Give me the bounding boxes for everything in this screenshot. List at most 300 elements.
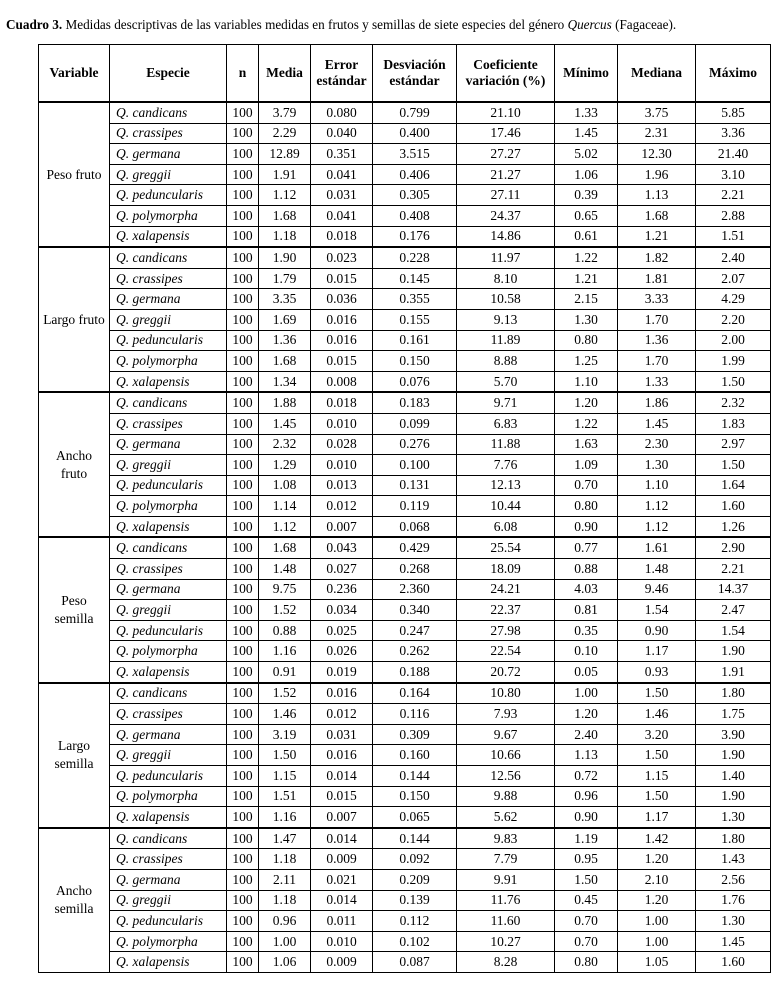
coeficiente-variacion-cell: 17.46: [457, 123, 555, 144]
maximo-cell: 2.90: [696, 537, 771, 558]
minimo-cell: 0.80: [555, 496, 618, 517]
n-cell: 100: [227, 123, 259, 144]
table-body: [39, 102, 771, 972]
mediana-cell: 1.30: [618, 455, 696, 476]
coeficiente-variacion-cell: 11.88: [457, 434, 555, 455]
media-cell: 1.12: [259, 185, 311, 206]
minimo-cell: 0.65: [555, 205, 618, 226]
maximo-cell: 1.45: [696, 931, 771, 952]
error-estandar-cell: 0.014: [311, 766, 373, 787]
error-estandar-cell: 0.351: [311, 144, 373, 165]
n-cell: 100: [227, 600, 259, 621]
coeficiente-variacion-cell: 22.37: [457, 600, 555, 621]
coeficiente-variacion-cell: 21.10: [457, 102, 555, 123]
maximo-cell: 1.30: [696, 911, 771, 932]
n-cell: 100: [227, 268, 259, 289]
desviacion-estandar-cell: 0.799: [373, 102, 457, 123]
maximo-cell: 1.40: [696, 766, 771, 787]
minimo-cell: 1.33: [555, 102, 618, 123]
table-row: [39, 268, 771, 289]
minimo-cell: 0.61: [555, 226, 618, 247]
minimo-cell: 2.15: [555, 289, 618, 310]
variable-cell: Peso fruto: [39, 102, 110, 247]
minimo-cell: 1.21: [555, 268, 618, 289]
especie-cell: Q. greggii: [110, 745, 227, 766]
maximo-cell: 1.91: [696, 662, 771, 683]
error-estandar-cell: 0.012: [311, 704, 373, 725]
n-cell: 100: [227, 683, 259, 704]
mediana-cell: 1.12: [618, 516, 696, 537]
media-cell: 3.79: [259, 102, 311, 123]
coeficiente-variacion-cell: 9.88: [457, 786, 555, 807]
minimo-cell: 1.20: [555, 392, 618, 413]
table-row: [39, 226, 771, 247]
n-cell: 100: [227, 641, 259, 662]
header-maximo: Máximo: [696, 45, 771, 103]
media-cell: 1.48: [259, 559, 311, 580]
desviacion-estandar-cell: 0.155: [373, 309, 457, 330]
header-coeficiente-variacion: Coeficiente variación (%): [457, 45, 555, 103]
error-estandar-cell: 0.009: [311, 952, 373, 973]
especie-cell: Q. crassipes: [110, 849, 227, 870]
especie-cell: Q. polymorpha: [110, 496, 227, 517]
table-row: [39, 185, 771, 206]
coeficiente-variacion-cell: 7.79: [457, 849, 555, 870]
especie-cell: Q. polymorpha: [110, 205, 227, 226]
media-cell: 1.18: [259, 849, 311, 870]
especie-cell: Q. candicans: [110, 247, 227, 268]
header-row: [39, 45, 771, 103]
media-cell: 1.69: [259, 309, 311, 330]
coeficiente-variacion-cell: 9.67: [457, 724, 555, 745]
especie-cell: Q. crassipes: [110, 559, 227, 580]
media-cell: 12.89: [259, 144, 311, 165]
minimo-cell: 1.09: [555, 455, 618, 476]
error-estandar-cell: 0.021: [311, 869, 373, 890]
media-cell: 1.91: [259, 164, 311, 185]
n-cell: 100: [227, 164, 259, 185]
maximo-cell: 2.21: [696, 559, 771, 580]
table-row: [39, 205, 771, 226]
desviacion-estandar-cell: 0.309: [373, 724, 457, 745]
header-n: n: [227, 45, 259, 103]
media-cell: 1.18: [259, 890, 311, 911]
variable-cell: Ancho semilla: [39, 828, 110, 973]
maximo-cell: 1.90: [696, 745, 771, 766]
coeficiente-variacion-cell: 5.70: [457, 371, 555, 392]
especie-cell: Q. peduncularis: [110, 475, 227, 496]
media-cell: 1.06: [259, 952, 311, 973]
error-estandar-cell: 0.007: [311, 807, 373, 828]
media-cell: 1.36: [259, 330, 311, 351]
minimo-cell: 1.63: [555, 434, 618, 455]
desviacion-estandar-cell: 0.099: [373, 413, 457, 434]
minimo-cell: 1.50: [555, 869, 618, 890]
media-cell: 1.90: [259, 247, 311, 268]
especie-cell: Q. peduncularis: [110, 620, 227, 641]
error-estandar-cell: 0.015: [311, 786, 373, 807]
table-row: [39, 351, 771, 372]
table-row: [39, 869, 771, 890]
media-cell: 1.29: [259, 455, 311, 476]
table-row: [39, 911, 771, 932]
error-estandar-cell: 0.014: [311, 890, 373, 911]
coeficiente-variacion-cell: 25.54: [457, 537, 555, 558]
maximo-cell: 1.51: [696, 226, 771, 247]
mediana-cell: 1.54: [618, 600, 696, 621]
media-cell: 1.00: [259, 931, 311, 952]
desviacion-estandar-cell: 0.262: [373, 641, 457, 662]
especie-cell: Q. peduncularis: [110, 766, 227, 787]
error-estandar-cell: 0.019: [311, 662, 373, 683]
coeficiente-variacion-cell: 9.83: [457, 828, 555, 849]
minimo-cell: 1.45: [555, 123, 618, 144]
media-cell: 3.19: [259, 724, 311, 745]
error-estandar-cell: 0.010: [311, 931, 373, 952]
maximo-cell: 2.88: [696, 205, 771, 226]
maximo-cell: 4.29: [696, 289, 771, 310]
mediana-cell: 0.93: [618, 662, 696, 683]
table-row: [39, 455, 771, 476]
especie-cell: Q. xalapensis: [110, 371, 227, 392]
minimo-cell: 4.03: [555, 579, 618, 600]
coeficiente-variacion-cell: 6.08: [457, 516, 555, 537]
mediana-cell: 1.10: [618, 475, 696, 496]
error-estandar-cell: 0.014: [311, 828, 373, 849]
mediana-cell: 1.00: [618, 931, 696, 952]
coeficiente-variacion-cell: 5.62: [457, 807, 555, 828]
mediana-cell: 2.10: [618, 869, 696, 890]
error-estandar-cell: 0.016: [311, 683, 373, 704]
especie-cell: Q. crassipes: [110, 413, 227, 434]
mediana-cell: 1.33: [618, 371, 696, 392]
maximo-cell: 1.43: [696, 849, 771, 870]
maximo-cell: 1.99: [696, 351, 771, 372]
mediana-cell: 9.46: [618, 579, 696, 600]
header-mediana: Mediana: [618, 45, 696, 103]
n-cell: 100: [227, 351, 259, 372]
maximo-cell: 1.50: [696, 371, 771, 392]
caption-genus: Quercus: [567, 17, 612, 32]
especie-cell: Q. polymorpha: [110, 786, 227, 807]
coeficiente-variacion-cell: 9.13: [457, 309, 555, 330]
especie-cell: Q. greggii: [110, 600, 227, 621]
n-cell: 100: [227, 185, 259, 206]
especie-cell: Q. candicans: [110, 102, 227, 123]
n-cell: 100: [227, 849, 259, 870]
desviacion-estandar-cell: 0.188: [373, 662, 457, 683]
mediana-cell: 1.17: [618, 641, 696, 662]
error-estandar-cell: 0.015: [311, 268, 373, 289]
mediana-cell: 1.42: [618, 828, 696, 849]
error-estandar-cell: 0.028: [311, 434, 373, 455]
maximo-cell: 3.90: [696, 724, 771, 745]
desviacion-estandar-cell: 0.183: [373, 392, 457, 413]
media-cell: 0.96: [259, 911, 311, 932]
n-cell: 100: [227, 745, 259, 766]
desviacion-estandar-cell: 0.145: [373, 268, 457, 289]
coeficiente-variacion-cell: 27.27: [457, 144, 555, 165]
media-cell: 2.32: [259, 434, 311, 455]
media-cell: 1.47: [259, 828, 311, 849]
coeficiente-variacion-cell: 21.27: [457, 164, 555, 185]
mediana-cell: 1.96: [618, 164, 696, 185]
minimo-cell: 5.02: [555, 144, 618, 165]
table-row: [39, 600, 771, 621]
n-cell: 100: [227, 559, 259, 580]
media-cell: 1.45: [259, 413, 311, 434]
table-row: [39, 579, 771, 600]
especie-cell: Q. xalapensis: [110, 662, 227, 683]
caption-text: Medidas descriptivas de las variables medidas en frutos y semillas de siete especies del género: [62, 17, 568, 32]
maximo-cell: 2.32: [696, 392, 771, 413]
n-cell: 100: [227, 579, 259, 600]
table-row: [39, 102, 771, 123]
n-cell: 100: [227, 952, 259, 973]
n-cell: 100: [227, 890, 259, 911]
n-cell: 100: [227, 704, 259, 725]
maximo-cell: 2.47: [696, 600, 771, 621]
minimo-cell: 1.10: [555, 371, 618, 392]
mediana-cell: 1.70: [618, 309, 696, 330]
desviacion-estandar-cell: 0.305: [373, 185, 457, 206]
error-estandar-cell: 0.031: [311, 724, 373, 745]
n-cell: 100: [227, 807, 259, 828]
table-row: [39, 289, 771, 310]
table-row: [39, 931, 771, 952]
especie-cell: Q. peduncularis: [110, 330, 227, 351]
especie-cell: Q. peduncularis: [110, 911, 227, 932]
coeficiente-variacion-cell: 22.54: [457, 641, 555, 662]
mediana-cell: 3.75: [618, 102, 696, 123]
especie-cell: Q. xalapensis: [110, 226, 227, 247]
maximo-cell: 2.07: [696, 268, 771, 289]
error-estandar-cell: 0.013: [311, 475, 373, 496]
minimo-cell: 0.88: [555, 559, 618, 580]
descriptive-stats-table: [38, 44, 771, 973]
mediana-cell: 2.31: [618, 123, 696, 144]
mediana-cell: 1.81: [618, 268, 696, 289]
minimo-cell: 0.96: [555, 786, 618, 807]
coeficiente-variacion-cell: 9.91: [457, 869, 555, 890]
variable-cell: Largo fruto: [39, 247, 110, 392]
error-estandar-cell: 0.036: [311, 289, 373, 310]
variable-cell: Ancho fruto: [39, 392, 110, 537]
error-estandar-cell: 0.008: [311, 371, 373, 392]
minimo-cell: 0.95: [555, 849, 618, 870]
n-cell: 100: [227, 392, 259, 413]
desviacion-estandar-cell: 0.429: [373, 537, 457, 558]
coeficiente-variacion-cell: 8.10: [457, 268, 555, 289]
maximo-cell: 1.75: [696, 704, 771, 725]
desviacion-estandar-cell: 0.340: [373, 600, 457, 621]
media-cell: 1.18: [259, 226, 311, 247]
maximo-cell: 1.64: [696, 475, 771, 496]
desviacion-estandar-cell: 0.161: [373, 330, 457, 351]
table-row: [39, 683, 771, 704]
minimo-cell: 0.70: [555, 911, 618, 932]
desviacion-estandar-cell: 0.150: [373, 351, 457, 372]
mediana-cell: 12.30: [618, 144, 696, 165]
n-cell: 100: [227, 828, 259, 849]
n-cell: 100: [227, 786, 259, 807]
desviacion-estandar-cell: 0.102: [373, 931, 457, 952]
maximo-cell: 1.60: [696, 496, 771, 517]
coeficiente-variacion-cell: 27.98: [457, 620, 555, 641]
table-row: [39, 516, 771, 537]
coeficiente-variacion-cell: 24.37: [457, 205, 555, 226]
mediana-cell: 1.50: [618, 745, 696, 766]
table-row: [39, 164, 771, 185]
mediana-cell: 1.20: [618, 849, 696, 870]
n-cell: 100: [227, 931, 259, 952]
maximo-cell: 2.40: [696, 247, 771, 268]
desviacion-estandar-cell: 0.160: [373, 745, 457, 766]
media-cell: 1.16: [259, 641, 311, 662]
especie-cell: Q. crassipes: [110, 704, 227, 725]
error-estandar-cell: 0.016: [311, 309, 373, 330]
coeficiente-variacion-cell: 10.66: [457, 745, 555, 766]
desviacion-estandar-cell: 0.065: [373, 807, 457, 828]
table-row: [39, 828, 771, 849]
especie-cell: Q. candicans: [110, 392, 227, 413]
maximo-cell: 1.30: [696, 807, 771, 828]
table-row: [39, 766, 771, 787]
table-row: [39, 371, 771, 392]
desviacion-estandar-cell: 0.406: [373, 164, 457, 185]
especie-cell: Q. xalapensis: [110, 516, 227, 537]
table-row: [39, 890, 771, 911]
minimo-cell: 1.19: [555, 828, 618, 849]
media-cell: 0.88: [259, 620, 311, 641]
error-estandar-cell: 0.016: [311, 330, 373, 351]
coeficiente-variacion-cell: 11.89: [457, 330, 555, 351]
mediana-cell: 1.05: [618, 952, 696, 973]
n-cell: 100: [227, 434, 259, 455]
media-cell: 1.08: [259, 475, 311, 496]
media-cell: 0.91: [259, 662, 311, 683]
table-row: [39, 807, 771, 828]
error-estandar-cell: 0.023: [311, 247, 373, 268]
media-cell: 1.68: [259, 351, 311, 372]
mediana-cell: 1.15: [618, 766, 696, 787]
n-cell: 100: [227, 309, 259, 330]
error-estandar-cell: 0.009: [311, 849, 373, 870]
error-estandar-cell: 0.040: [311, 123, 373, 144]
mediana-cell: 1.68: [618, 205, 696, 226]
media-cell: 1.12: [259, 516, 311, 537]
desviacion-estandar-cell: 0.092: [373, 849, 457, 870]
table-row: [39, 704, 771, 725]
maximo-cell: 2.20: [696, 309, 771, 330]
maximo-cell: 1.90: [696, 641, 771, 662]
error-estandar-cell: 0.007: [311, 516, 373, 537]
mediana-cell: 1.82: [618, 247, 696, 268]
mediana-cell: 1.20: [618, 890, 696, 911]
especie-cell: Q. peduncularis: [110, 185, 227, 206]
table-row: [39, 641, 771, 662]
media-cell: 1.79: [259, 268, 311, 289]
media-cell: 1.52: [259, 683, 311, 704]
especie-cell: Q. crassipes: [110, 123, 227, 144]
media-cell: 1.68: [259, 205, 311, 226]
mediana-cell: 1.46: [618, 704, 696, 725]
coeficiente-variacion-cell: 10.27: [457, 931, 555, 952]
table-row: [39, 849, 771, 870]
n-cell: 100: [227, 289, 259, 310]
desviacion-estandar-cell: 0.144: [373, 766, 457, 787]
especie-cell: Q. germana: [110, 144, 227, 165]
especie-cell: Q. candicans: [110, 828, 227, 849]
especie-cell: Q. germana: [110, 434, 227, 455]
n-cell: 100: [227, 205, 259, 226]
n-cell: 100: [227, 662, 259, 683]
minimo-cell: 0.39: [555, 185, 618, 206]
table-row: [39, 123, 771, 144]
desviacion-estandar-cell: 0.119: [373, 496, 457, 517]
coeficiente-variacion-cell: 18.09: [457, 559, 555, 580]
maximo-cell: 2.56: [696, 869, 771, 890]
table-row: [39, 144, 771, 165]
maximo-cell: 1.26: [696, 516, 771, 537]
minimo-cell: 1.06: [555, 164, 618, 185]
n-cell: 100: [227, 102, 259, 123]
table-row: [39, 330, 771, 351]
error-estandar-cell: 0.018: [311, 392, 373, 413]
error-estandar-cell: 0.015: [311, 351, 373, 372]
minimo-cell: 1.13: [555, 745, 618, 766]
media-cell: 1.16: [259, 807, 311, 828]
desviacion-estandar-cell: 0.209: [373, 869, 457, 890]
error-estandar-cell: 0.025: [311, 620, 373, 641]
especie-cell: Q. polymorpha: [110, 641, 227, 662]
minimo-cell: 0.81: [555, 600, 618, 621]
n-cell: 100: [227, 537, 259, 558]
maximo-cell: 21.40: [696, 144, 771, 165]
error-estandar-cell: 0.010: [311, 413, 373, 434]
error-estandar-cell: 0.041: [311, 164, 373, 185]
desviacion-estandar-cell: 2.360: [373, 579, 457, 600]
header-minimo: Mínimo: [555, 45, 618, 103]
table-row: [39, 475, 771, 496]
n-cell: 100: [227, 724, 259, 745]
mediana-cell: 1.17: [618, 807, 696, 828]
maximo-cell: 1.83: [696, 413, 771, 434]
maximo-cell: 1.76: [696, 890, 771, 911]
minimo-cell: 0.10: [555, 641, 618, 662]
minimo-cell: 2.40: [555, 724, 618, 745]
maximo-cell: 5.85: [696, 102, 771, 123]
desviacion-estandar-cell: 0.164: [373, 683, 457, 704]
maximo-cell: 2.00: [696, 330, 771, 351]
mediana-cell: 1.70: [618, 351, 696, 372]
table-row: [39, 496, 771, 517]
coeficiente-variacion-cell: 8.88: [457, 351, 555, 372]
minimo-cell: 0.35: [555, 620, 618, 641]
especie-cell: Q. greggii: [110, 890, 227, 911]
especie-cell: Q. candicans: [110, 537, 227, 558]
header-error-estandar: Error estándar: [311, 45, 373, 103]
table-caption: [6, 17, 676, 33]
maximo-cell: 2.21: [696, 185, 771, 206]
maximo-cell: 2.97: [696, 434, 771, 455]
especie-cell: Q. germana: [110, 289, 227, 310]
desviacion-estandar-cell: 0.076: [373, 371, 457, 392]
especie-cell: Q. xalapensis: [110, 952, 227, 973]
media-cell: 1.51: [259, 786, 311, 807]
error-estandar-cell: 0.034: [311, 600, 373, 621]
minimo-cell: 1.30: [555, 309, 618, 330]
